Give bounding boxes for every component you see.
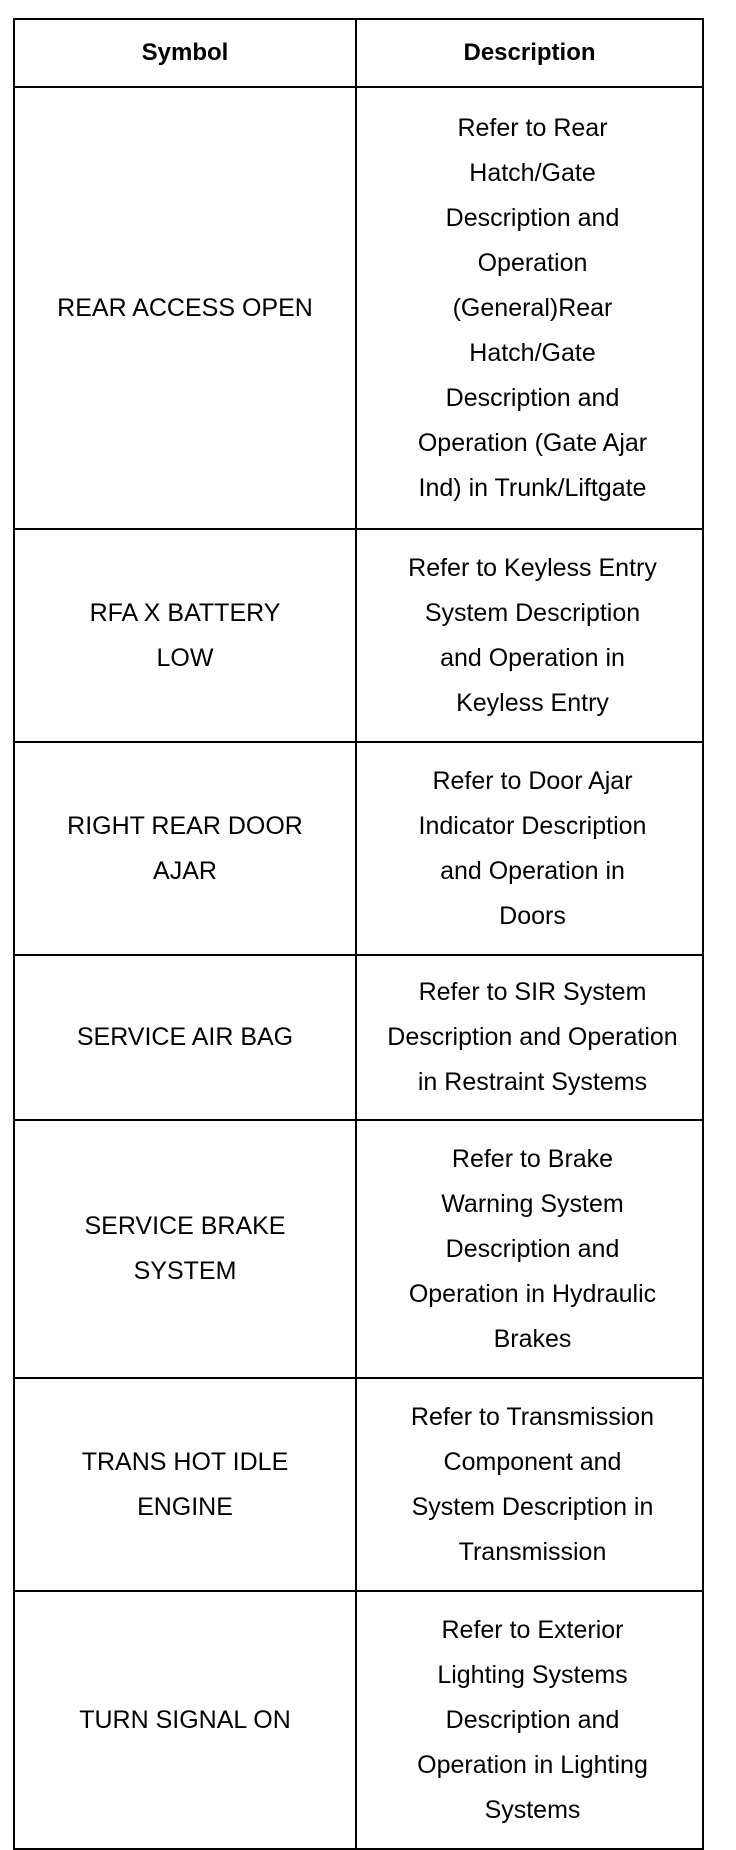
symbol-text: LOW xyxy=(156,643,214,672)
symbol-description-table-container xyxy=(13,18,702,1850)
table-row xyxy=(14,87,703,529)
description-line: Keyless Entry xyxy=(456,688,609,717)
symbol-cell xyxy=(14,529,356,742)
symbol-cell xyxy=(14,742,356,955)
description-line: Refer to Transmission xyxy=(410,1402,655,1431)
description-line: Description and xyxy=(445,203,620,232)
description-cell xyxy=(356,955,703,1120)
description-line: Description and Operation xyxy=(387,1023,678,1051)
description-line: (General)Rear xyxy=(452,293,613,322)
description-line: Description and xyxy=(445,1234,620,1263)
description-line: Hatch/Gate xyxy=(469,338,596,367)
description-line: Refer to Exterior xyxy=(441,1615,624,1644)
symbol-text: AJAR xyxy=(153,856,217,885)
description-line: Refer to Keyless Entry xyxy=(408,553,657,582)
symbol-text: TRANS HOT IDLE xyxy=(81,1447,289,1476)
table-row xyxy=(14,1378,703,1591)
description-line: Operation in Hydraulic xyxy=(408,1279,657,1308)
description-cell xyxy=(356,1591,703,1849)
description-line: Description and xyxy=(445,383,620,412)
header-description: Description xyxy=(356,19,703,87)
description-cell xyxy=(356,529,703,742)
description-line: Warning System xyxy=(441,1189,624,1218)
description-line: Doors xyxy=(499,901,566,930)
symbol-text: REAR ACCESS OPEN xyxy=(57,293,313,322)
symbol-text: TURN SIGNAL ON xyxy=(79,1705,291,1734)
description-line: Refer to Door Ajar xyxy=(432,766,633,795)
description-line: Operation in Lighting xyxy=(417,1750,648,1779)
symbol-text: RIGHT REAR DOOR xyxy=(67,811,303,840)
description-line: Hatch/Gate xyxy=(469,158,596,187)
description-cell xyxy=(356,742,703,955)
description-line: System Description in xyxy=(411,1492,654,1521)
symbol-cell xyxy=(14,1120,356,1378)
symbol-cell xyxy=(14,1591,356,1849)
symbol-description-table xyxy=(13,18,704,1850)
symbol-text: RFA X BATTERY xyxy=(89,598,281,627)
description-line: and Operation in xyxy=(440,643,625,672)
description-line: Refer to Rear xyxy=(457,113,608,142)
description-cell xyxy=(356,87,703,529)
description-cell xyxy=(356,1120,703,1378)
table-row xyxy=(14,529,703,742)
symbol-cell xyxy=(14,955,356,1120)
description-line: Refer to SIR System xyxy=(418,978,647,1006)
description-line: Description and xyxy=(445,1705,620,1734)
description-line: Ind) in Trunk/Liftgate xyxy=(418,473,647,502)
description-line: Brakes xyxy=(493,1324,572,1353)
description-line: Component and xyxy=(443,1447,622,1476)
symbol-text: SERVICE AIR BAG xyxy=(76,1023,294,1051)
symbol-text: SERVICE BRAKE xyxy=(84,1212,286,1240)
description-line: Transmission xyxy=(458,1537,607,1566)
symbol-text: ENGINE xyxy=(137,1492,233,1521)
description-line: Lighting Systems xyxy=(437,1660,628,1689)
table-row xyxy=(14,1591,703,1849)
table-row xyxy=(14,1120,703,1378)
description-line: Indicator Description xyxy=(418,811,647,840)
table-row xyxy=(14,955,703,1120)
description-line: System Description xyxy=(424,598,641,627)
description-line: Systems xyxy=(484,1795,581,1824)
symbol-text: SYSTEM xyxy=(133,1257,237,1285)
description-cell xyxy=(356,1378,703,1591)
header-symbol: Symbol xyxy=(14,19,356,87)
table-row xyxy=(14,742,703,955)
table-header-row xyxy=(14,19,703,87)
symbol-cell xyxy=(14,87,356,529)
description-line: Operation (Gate Ajar xyxy=(417,428,648,457)
description-line: in Restraint Systems xyxy=(417,1068,648,1096)
description-line: and Operation in xyxy=(440,856,625,885)
description-line: Refer to Brake xyxy=(451,1144,614,1173)
symbol-cell xyxy=(14,1378,356,1591)
description-line: Operation xyxy=(477,248,588,277)
